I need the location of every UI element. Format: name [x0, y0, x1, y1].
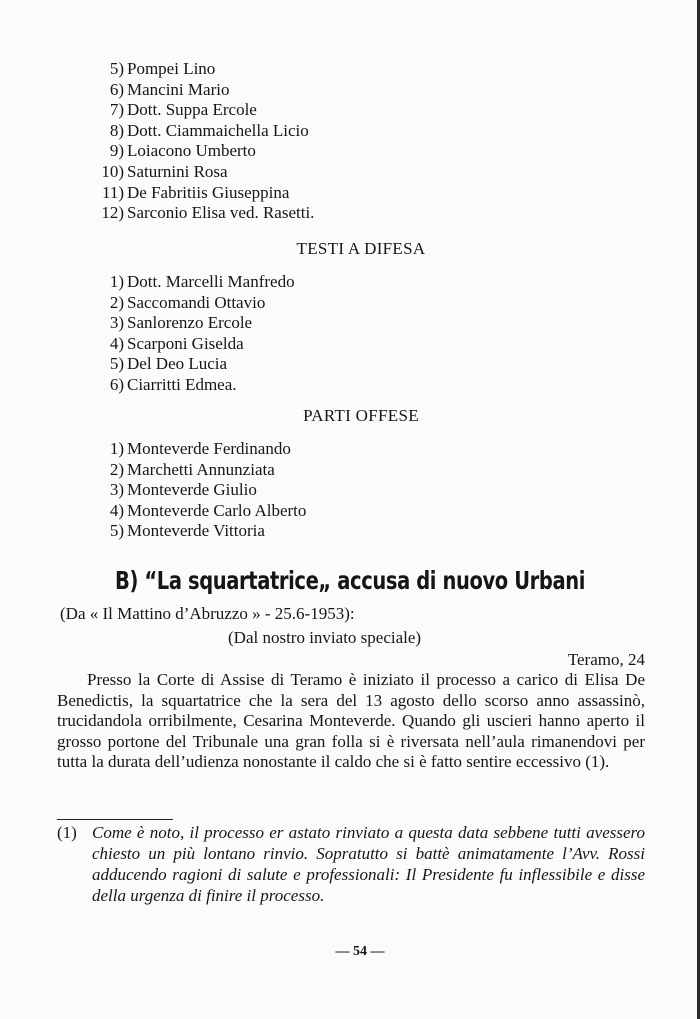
item-number: 7): [109, 100, 124, 120]
item-name: Scarponi Giselda: [127, 333, 244, 353]
list-item: [88, 183, 314, 204]
item-number: 11): [101, 182, 124, 202]
prosecution-witness-list: [88, 59, 314, 224]
item-name: Saccomandi Ottavio: [127, 292, 266, 312]
article-title: B) “La squartatrice„ accusa di nuovo Urbani: [114, 566, 586, 595]
item-number: 8): [109, 120, 124, 140]
item-number: 2): [109, 459, 124, 479]
item-number: 1): [109, 439, 124, 458]
list-item: [88, 121, 314, 142]
item-name: Dott. Suppa Ercole: [127, 100, 257, 120]
list-item: [88, 100, 314, 121]
item-number: 4): [109, 500, 124, 520]
list-item: [88, 375, 295, 396]
item-number: 5): [109, 521, 124, 541]
footnote: [57, 822, 645, 906]
list-item: [88, 59, 314, 80]
list-item: [88, 141, 314, 162]
article-body: Presso la Corte di Assise di Teramo è iniziato il processo a carico di Elisa De Benedictis, la squartatrice che la sera del 13 agosto dello scorso anno assassinò, trucidandola orribilmente, Cesarina Monteverde. Quando gli uscieri hanno aperto il grosso portone del Tribunale una gran folla si è riversata nell’aula rimanendovi per tutta la durata dell’udienza nonostante il caldo che si è fatto sentire eccessivo (1).: [57, 670, 645, 772]
item-name: Dott. Ciammaichella Licio: [127, 120, 309, 140]
item-number: 12): [101, 203, 124, 223]
defense-witnesses-heading: TESTI A DIFESA: [296, 239, 426, 258]
item-number: 2): [109, 292, 124, 312]
footnote-marker: (1): [57, 823, 77, 842]
item-name: Monteverde Carlo Alberto: [127, 500, 307, 520]
list-item: [88, 293, 295, 314]
item-name: Monteverde Ferdinando: [127, 439, 291, 458]
list-item: [88, 480, 306, 501]
item-name: Del Deo Lucia: [127, 354, 228, 374]
list-item: [88, 460, 306, 481]
list-item: [88, 521, 306, 542]
item-number: 9): [109, 141, 124, 161]
item-name: Sarconio Elisa ved. Rasetti.: [127, 203, 315, 223]
defense-witness-list: [88, 272, 295, 396]
item-name: Monteverde Vittoria: [127, 521, 265, 541]
item-number: 3): [109, 480, 124, 500]
item-number: 4): [109, 333, 124, 353]
item-name: Sanlorenzo Ercole: [127, 313, 253, 333]
item-name: Loiacono Umberto: [127, 141, 256, 161]
item-number: 3): [109, 313, 124, 333]
list-item: [88, 354, 295, 375]
item-name: Monteverde Giulio: [127, 480, 257, 500]
item-name: Pompei Lino: [127, 59, 216, 78]
page-number: — 54 —: [335, 944, 385, 959]
item-name: Saturnini Rosa: [127, 161, 228, 181]
list-item: [88, 80, 314, 101]
offended-parties-list: [88, 439, 306, 542]
article-dateline: Teramo, 24: [567, 650, 645, 669]
list-item: [88, 203, 314, 224]
list-item: [88, 162, 314, 183]
list-item: [88, 313, 295, 334]
offended-parties-heading: PARTI OFFESE: [303, 406, 419, 425]
footnote-text: Come è noto, il processo er astato rinviato a questa data sebbene tutti avessero chiesto un più lontano rinvio. Sopratutto si battè animatamente l’Avv. Rossi adducendo ragioni di salute e professionali: Il Presidente fu inflessibile e disse della urgenza di finire il processo.: [92, 823, 645, 905]
item-number: 6): [109, 374, 124, 394]
item-name: Marchetti Annunziata: [127, 459, 275, 479]
item-number: 5): [109, 59, 124, 78]
list-item: [88, 272, 295, 293]
item-number: 5): [109, 354, 124, 374]
item-number: 1): [109, 272, 124, 291]
item-name: Dott. Marcelli Manfredo: [127, 272, 295, 291]
list-item: [88, 439, 306, 460]
list-item: [88, 334, 295, 355]
item-name: De Fabritiis Giuseppina: [127, 182, 290, 202]
footnote-rule: [57, 819, 173, 820]
item-name: Mancini Mario: [127, 79, 230, 99]
article-source: (Da « Il Mattino d’Abruzzo » - 25.6-1953):: [60, 604, 355, 623]
article-byline: (Dal nostro inviato speciale): [228, 628, 422, 647]
item-number: 6): [109, 79, 124, 99]
item-name: Ciarritti Edmea.: [127, 374, 237, 394]
item-number: 10): [101, 161, 124, 181]
list-item: [88, 501, 306, 522]
